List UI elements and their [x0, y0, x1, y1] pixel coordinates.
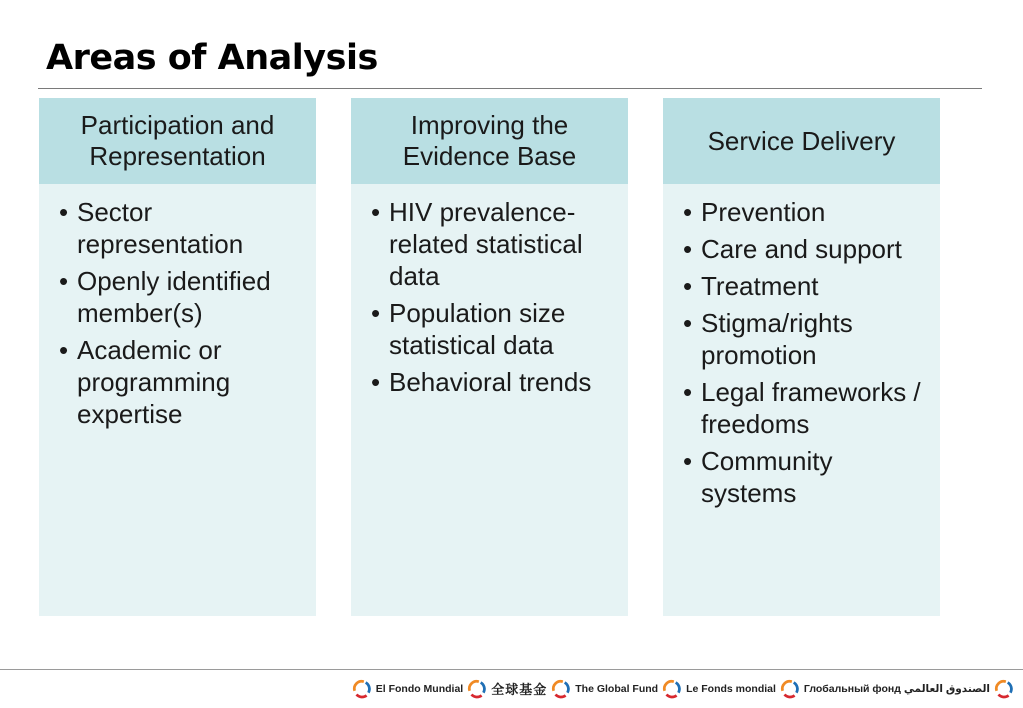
list-item: • Prevention: [683, 196, 930, 228]
global-fund-swirl-icon: [779, 678, 801, 700]
logo-el-fondo-mundial: [351, 678, 464, 700]
list-item: • Sector representation: [59, 196, 306, 260]
list-item: • Community systems: [683, 445, 930, 509]
column-participation: [39, 98, 316, 616]
logo-name: El Fondo Mundial: [375, 682, 464, 695]
list-item: • Treatment: [683, 270, 930, 302]
slide-title: Areas of Analysis: [46, 38, 378, 78]
title-divider: [38, 88, 982, 89]
global-fund-swirl-icon: [661, 678, 683, 700]
bullet-list: [351, 184, 628, 398]
list-item: • HIV prevalence-related statistical data: [371, 196, 618, 292]
logo-le-fonds-mondial: [661, 678, 776, 700]
column-evidence: [351, 98, 628, 616]
logo-name: الصندوق العالمي: [903, 682, 990, 695]
global-fund-swirl-icon: [351, 678, 373, 700]
list-item: • Openly identified member(s): [59, 265, 306, 329]
logo-name: Le Fonds mondial: [686, 682, 776, 695]
footer-divider: [0, 669, 1023, 670]
column-service-delivery: [663, 98, 940, 616]
bullet-list: [663, 184, 940, 509]
list-item: • Behavioral trends: [371, 366, 618, 398]
bullet-list: [39, 184, 316, 430]
list-item: • Care and support: [683, 233, 930, 265]
column-header: Participation and Representation: [39, 98, 316, 184]
logo-the-global-fund: [550, 678, 658, 700]
logo-name: The Global Fund: [575, 682, 659, 695]
global-fund-swirl-icon: [993, 678, 1015, 700]
list-item: • Population size statistical data: [371, 297, 618, 361]
footer-logo-strip: [351, 674, 1015, 704]
global-fund-swirl-icon: [550, 678, 572, 700]
list-item: • Stigma/rights promotion: [683, 307, 930, 371]
list-item: • Legal frameworks / freedoms: [683, 376, 930, 440]
logo-name: 全球基金: [491, 681, 548, 697]
logo-arabic: [904, 678, 1015, 700]
column-header: Service Delivery: [663, 98, 940, 184]
list-item: • Academic or programming expertise: [59, 334, 306, 430]
logo-chinese: [466, 678, 547, 700]
logo-russian: [779, 678, 901, 700]
column-header: Improving the Evidence Base: [351, 98, 628, 184]
logo-name: Глобальный фонд: [803, 682, 901, 695]
global-fund-swirl-icon: [466, 678, 488, 700]
